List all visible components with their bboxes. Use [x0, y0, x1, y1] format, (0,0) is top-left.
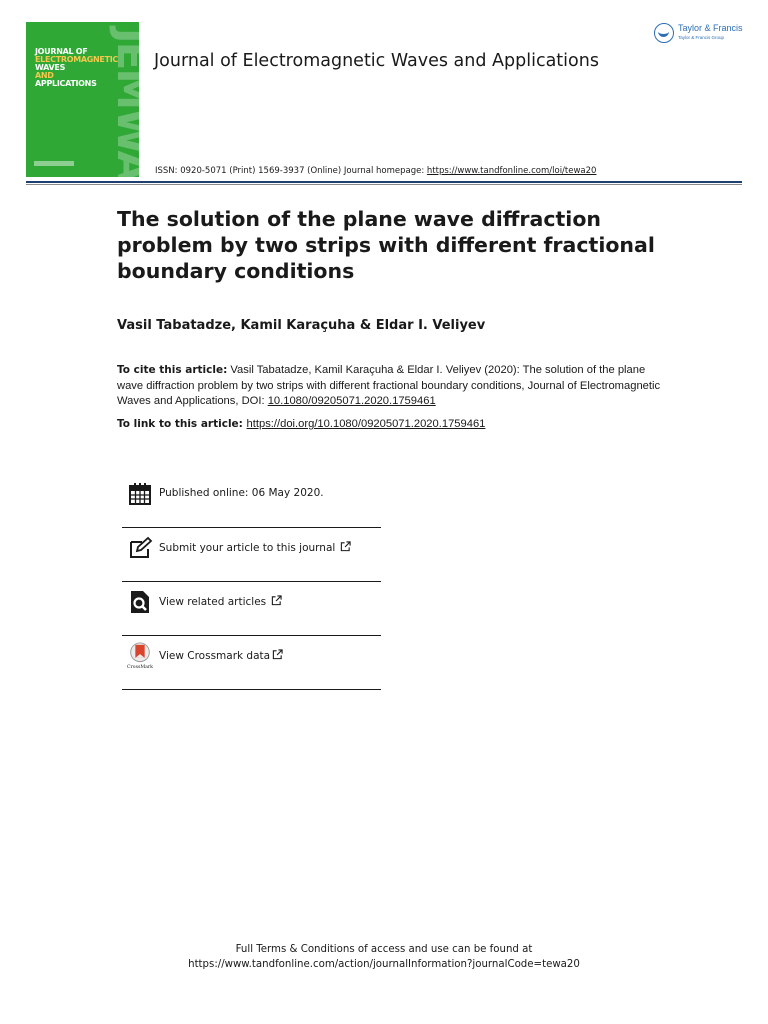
terms-text: Full Terms & Conditions of access and use can be found at	[235, 944, 533, 955]
external-link-icon	[271, 595, 282, 606]
crossmark-link[interactable]	[159, 649, 283, 662]
cover-title-line: AND	[35, 71, 54, 80]
cover-title-line: WAVES	[35, 63, 66, 72]
submit-article-row[interactable]	[122, 528, 381, 582]
link-label: To link to this article:	[117, 418, 247, 430]
edit-icon	[128, 536, 152, 560]
crossmark-row[interactable]	[122, 636, 381, 690]
submit-article-link[interactable]	[159, 541, 351, 554]
cover-footer-mark	[34, 161, 74, 166]
terms-footer	[0, 942, 768, 972]
crossmark-caption: CrossMark	[127, 665, 153, 671]
header-rule	[26, 181, 742, 183]
article-link-line	[117, 418, 485, 430]
crossmark-label: View Crossmark data	[159, 650, 271, 662]
journal-cover	[26, 22, 157, 182]
cover-title-line: ELECTROMAGNETIC	[35, 55, 119, 64]
submit-article-label: Submit your article to this journal	[159, 542, 336, 554]
cite-text: Vasil Tabatadze, Kamil Karaçuha & Eldar I. Veliyev (2020): The solution of the plane wave diffraction problem by two strips with different fractional boundary conditions, Journal of Electromagnetic Waves and Applications, DOI:	[117, 364, 661, 407]
publisher-subname: Taylor & Francis Group	[678, 35, 725, 40]
article-title: The solution of the plane wave diffraction problem by two strips with different fractional boundary conditions	[117, 207, 655, 283]
publisher-logo[interactable]	[654, 22, 746, 46]
cite-label: To cite this article:	[117, 364, 228, 376]
terms-link[interactable]: https://www.tandfonline.com/action/journalInformation?journalCode=tewa20	[188, 959, 580, 970]
cover-title-line: JOURNAL OF	[35, 47, 88, 56]
publisher-logo-icon	[654, 23, 674, 43]
calendar-icon	[128, 482, 152, 506]
cite-doi-link[interactable]: 10.1080/09205071.2020.1759461	[267, 395, 436, 407]
related-articles-label: View related articles	[159, 596, 267, 608]
external-link-icon	[340, 541, 351, 552]
header-rule-thin	[26, 184, 742, 185]
journal-homepage-link[interactable]: https://www.tandfonline.com/loi/tewa20	[426, 166, 597, 176]
issn-line	[155, 166, 596, 176]
cover-side-text: JEMWA	[108, 28, 157, 182]
cover-title-line: APPLICATIONS	[35, 79, 97, 88]
article-doi-link[interactable]: https://doi.org/10.1080/09205071.2020.1759461	[246, 418, 486, 430]
journal-name: Journal of Electromagnetic Waves and Applications	[154, 51, 599, 71]
issn-text: ISSN: 0920-5071 (Print) 1569-3937 (Online) Journal homepage:	[155, 166, 427, 176]
external-link-icon	[272, 649, 283, 660]
related-articles-row[interactable]	[122, 582, 381, 636]
related-articles-link[interactable]	[159, 595, 282, 608]
published-online-label: Published online: 06 May 2020.	[159, 487, 324, 499]
published-online-row	[122, 474, 381, 528]
article-authors: Vasil Tabatadze, Kamil Karaçuha & Eldar I. Veliyev	[117, 318, 486, 333]
publisher-name: Taylor & Francis	[678, 23, 743, 33]
article-actions	[122, 474, 381, 690]
crossmark-icon	[128, 642, 152, 670]
citation	[117, 363, 662, 410]
search-document-icon	[128, 590, 152, 614]
